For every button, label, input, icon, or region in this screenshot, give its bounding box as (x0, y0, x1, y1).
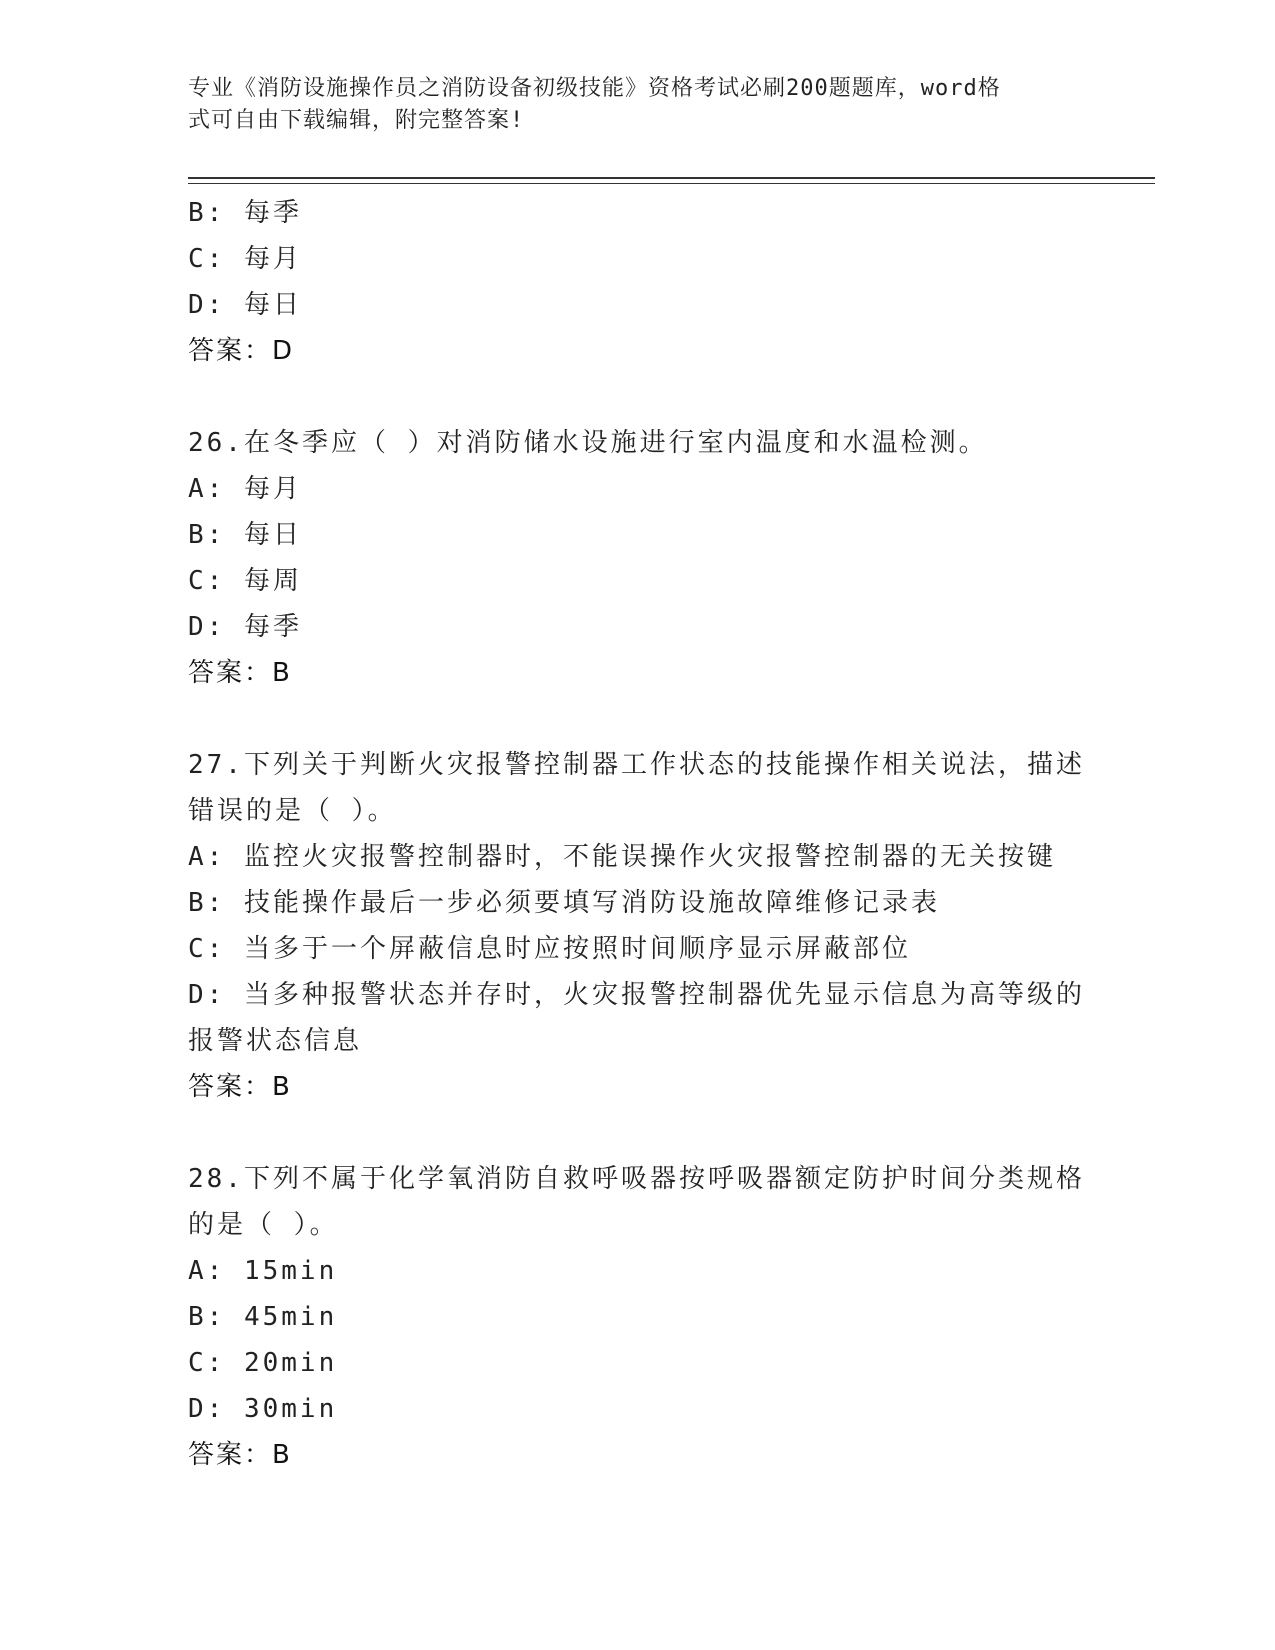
option-c: C: 每周 (188, 566, 302, 596)
question-text-line-1: 27.下列关于判断火灾报警控制器工作状态的技能操作相关说法，描述 (188, 750, 1085, 780)
spacer (188, 1110, 1088, 1156)
option-a: A: 每月 (188, 474, 302, 504)
page-header (188, 73, 1068, 137)
option-a: A: 15min (188, 1256, 338, 1286)
question-text-line-2: 的是（ ）。 (188, 1210, 339, 1240)
question-content (188, 190, 1088, 1478)
option-d: D: 30min (188, 1394, 338, 1424)
header-rule-thick (188, 177, 1155, 179)
spacer (188, 696, 1088, 742)
option-c: C: 每月 (188, 244, 302, 274)
question-26 (188, 420, 1088, 696)
option-b: B: 每日 (188, 520, 302, 550)
answer-label: 答案：D (188, 336, 295, 366)
answer-label: 答案：B (188, 1072, 292, 1102)
header-line-1: 专业《消防设施操作员之消防设备初级技能》资格考试必刷200题题库，word格 (188, 76, 1001, 101)
question-27 (188, 742, 1088, 1110)
question-28 (188, 1156, 1088, 1478)
answer-label: 答案：B (188, 1440, 292, 1470)
option-c: C: 当多于一个屏蔽信息时应按照时间顺序显示屏蔽部位 (188, 934, 911, 964)
header-rule-thin (188, 183, 1155, 184)
answer-label: 答案：B (188, 658, 292, 688)
option-c: C: 20min (188, 1348, 338, 1378)
spacer (188, 374, 1088, 420)
option-d-continued: 报警状态信息 (188, 1026, 363, 1056)
question-text: 26.在冬季应（ ）对消防储水设施进行室内温度和水温检测。 (188, 428, 988, 458)
option-a: A: 监控火灾报警控制器时，不能误操作火灾报警控制器的无关按键 (188, 842, 1056, 872)
option-d: D: 当多种报警状态并存时，火灾报警控制器优先显示信息为高等级的 (188, 980, 1085, 1010)
question-text-line-1: 28.下列不属于化学氧消防自救呼吸器按呼吸器额定防护时间分类规格 (188, 1164, 1085, 1194)
option-d: D: 每日 (188, 290, 302, 320)
header-line-2: 式可自由下载编辑，附完整答案! (188, 108, 525, 133)
question-text-line-2: 错误的是（ ）。 (188, 796, 397, 826)
option-b: B: 45min (188, 1302, 338, 1332)
option-d: D: 每季 (188, 612, 302, 642)
option-b: B: 技能操作最后一步必须要填写消防设施故障维修记录表 (188, 888, 940, 918)
question-25-partial (188, 190, 1088, 374)
option-b: B: 每季 (188, 198, 302, 228)
